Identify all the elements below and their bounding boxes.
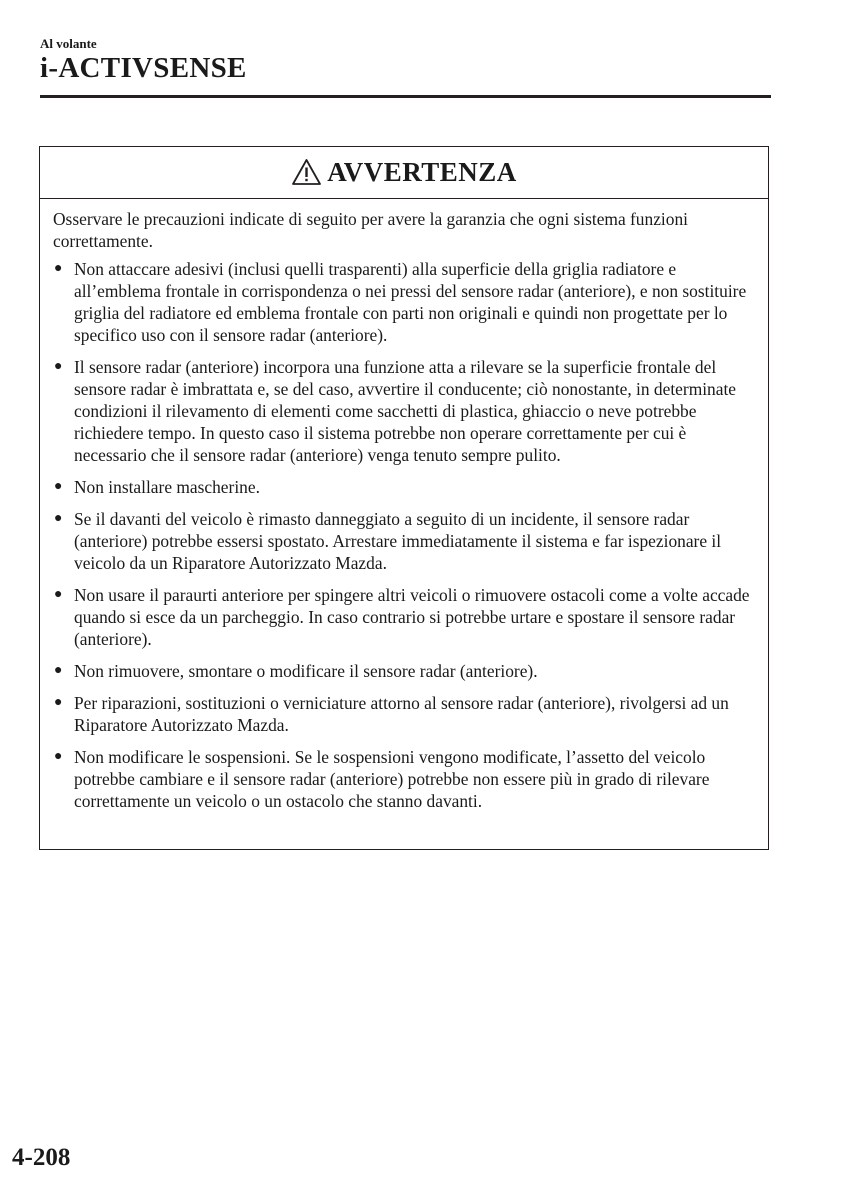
bullet-icon: ●	[54, 695, 63, 710]
list-item-text: Non installare mascherine.	[74, 477, 260, 497]
bullet-icon: ●	[54, 663, 63, 678]
list-item-text: Non usare il paraurti anteriore per spingere altri veicoli o rimuovere ostacoli come a volte accade quando si esce da un parcheggio. In caso contrario si potrebbe urtare e spostare il sensore radar (anteriore).	[74, 585, 750, 649]
bullet-icon: ●	[54, 359, 63, 374]
list-item-text: Se il davanti del veicolo è rimasto danneggiato a seguito di un incidente, il sensore radar (anteriore) potrebbe essersi spostato. Arrestare immediatamente il sistema e far ispezionare il veicolo da un Riparatore Autorizzato Mazda.	[74, 509, 722, 573]
header-divider	[40, 95, 771, 98]
list-item-text: Il sensore radar (anteriore) incorpora una funzione atta a rilevare se la superficie frontale del sensore radar è imbrattata e, se del caso, avvertire il conducente; ciò nonostante, in determinate condizioni il rilevamento di elementi come sacchetti di plastica, ghiaccio o neve potrebbe richiedere tempo. In questo caso il sistema potrebbe non operare correttamente per cui è necessario che il sensore radar (anteriore) venga tenuto sempre pulito.	[74, 357, 737, 465]
section-label: Al volante	[40, 36, 97, 51]
bullet-icon: ●	[54, 479, 63, 494]
list-item-text: Non modificare le sospensioni. Se le sospensioni vengono modificate, l’assetto del veicolo potrebbe cambiare e il sensore radar (anteriore) potrebbe non essere più in grado di rilevare correttamente un veicolo o un ostacolo che stanno davanti.	[74, 747, 710, 811]
list-item	[53, 660, 755, 682]
list-item	[53, 508, 755, 574]
list-item	[53, 356, 755, 466]
warning-triangle-icon	[291, 158, 322, 186]
warning-intro: Osservare le precauzioni indicate di seguito per avere la garanzia che ogni sistema funzioni correttamente.	[53, 209, 688, 251]
list-item-text: Non attaccare adesivi (inclusi quelli trasparenti) alla superficie della griglia radiatore e all’emblema frontale in corrispondenza o nei pressi del sensore radar (anteriore), e non sostituire griglia del radiatore ed emblema frontale con parti non originali e quindi non progettate per lo specifico uso con il sensore radar (anteriore).	[74, 259, 747, 345]
warning-box	[39, 146, 769, 850]
page-title: i-ACTIVSENSE	[40, 52, 247, 84]
list-item-text: Per riparazioni, sostituzioni o verniciature attorno al sensore radar (anteriore), rivolgersi ad un Riparatore Autorizzato Mazda.	[74, 693, 729, 735]
warning-header	[40, 147, 768, 199]
list-item-text: Non rimuovere, smontare o modificare il sensore radar (anteriore).	[74, 661, 538, 681]
warning-body	[40, 199, 768, 812]
list-item	[53, 476, 755, 498]
list-item	[53, 258, 755, 346]
list-item	[53, 746, 755, 812]
warning-list	[53, 258, 755, 812]
page-number: 4-208	[12, 1144, 71, 1171]
bullet-icon: ●	[54, 749, 63, 764]
bullet-icon: ●	[54, 261, 63, 276]
warning-title: AVVERTENZA	[327, 157, 517, 187]
list-item	[53, 692, 755, 736]
list-item	[53, 584, 755, 650]
bullet-icon: ●	[54, 587, 63, 602]
bullet-icon: ●	[54, 511, 63, 526]
